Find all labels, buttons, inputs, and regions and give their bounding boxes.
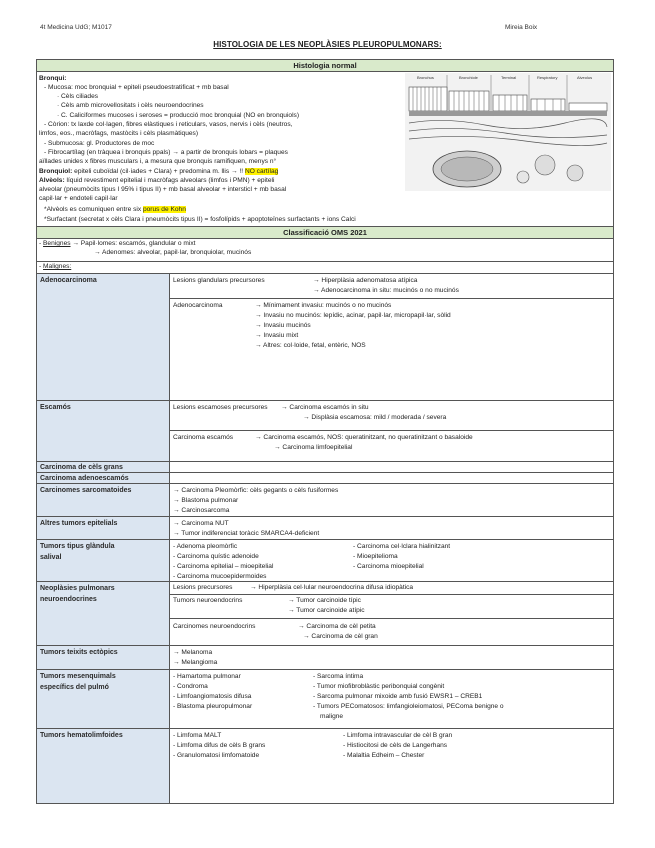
escamos-car-label: Carcinoma escamós (173, 434, 234, 441)
sarco-item-1: → Carcinoma Pleomòrfic: cèls gegants o cèls fusiformes (173, 487, 339, 494)
row-altres-content (170, 517, 613, 540)
neuro-car-2: → Carcinoma de cèl gran (303, 633, 378, 640)
glandula-label-1: Tumors tipus glàndula (40, 543, 115, 550)
glandula-left-3: - Carcinoma epitelial – mioepitelial (173, 563, 274, 570)
row-grans-content (170, 462, 613, 473)
mesen-right-5: maligne (320, 713, 344, 720)
hemato-left-1: - Limfoma MALT (173, 732, 222, 739)
row-glandula-label-cell (37, 540, 170, 582)
mucosa-ciliades: · Cèls ciliades (57, 93, 99, 100)
ectopics-item-2: → Melangioma (173, 659, 218, 666)
row-altres-label-cell (37, 517, 170, 540)
no-cartilag-highlight: NO cartílag (244, 168, 279, 175)
altres-item-1: → Carcinoma NUT (173, 520, 229, 527)
mucosa-line: - Mucosa: moc bronquial + epiteli pseudoestratificat + mb basal (44, 84, 229, 91)
neuro-prec-text: → Hiperplàsia cel·lular neuroendocrina difusa idiopàtica (250, 584, 414, 591)
mesen-left-2: - Condroma (173, 683, 208, 690)
glandula-left-1: - Adenoma pleomòrfic (173, 543, 238, 550)
mesen-left-4: - Blastoma pleuropulmonar (173, 703, 253, 710)
row-glandula-content (170, 540, 613, 582)
adeno-item-4: → Invasiu mixt (255, 332, 299, 339)
hemato-left-2: - Limfoma difus de cèls B grans (173, 742, 266, 749)
glandula-left-4: - Carcinoma mucoepidermoides (173, 573, 267, 580)
figure-label-terminal: Terminal (501, 75, 517, 80)
row-neuro-label-cell (37, 582, 170, 646)
glandula-right-2: - Mioepitelioma (353, 553, 398, 560)
neuro-car-1: → Carcinoma de cèl petita (298, 623, 376, 630)
glandula-right-3: - Carcinoma mioepitelial (353, 563, 424, 570)
corion-line-2: limfos, eos., macròfags, mastòcits i cèls plasmàtiques) (39, 130, 199, 137)
adenocarcinoma-label: Adenocarcinoma (40, 277, 97, 284)
row-mesenquimals-label-cell (37, 670, 170, 729)
kohn-highlight: porus de Kohn (142, 206, 186, 213)
glandula-left-2: - Carcinoma quístic adenoide (173, 553, 259, 560)
fibrocartilag-line-2: aïllades unides x fibres musculars i, a mesura que bronquis ramifiquen, menys n° (39, 158, 277, 165)
alveols-line (39, 176, 274, 185)
row-adenocarcinoma-content (170, 274, 613, 401)
sarco-item-2: → Blastoma pulmonar (173, 497, 239, 504)
row-neuro-content (170, 582, 613, 646)
mesen-left-3: - Limfoangiomatosis difusa (173, 693, 252, 700)
hemato-right-2: - Histiocitosi de cèls de Langerhans (343, 742, 448, 749)
malignes-heading: - Malignes: (36, 261, 614, 273)
neuro-label-1: Neoplàsies pulmonars (40, 585, 115, 592)
row-mesenquimals-content (170, 670, 613, 729)
adeno-precursors-label: Lesions glandulars precursores (173, 277, 265, 284)
adenoescamos-label: Carcinoma adenoescamós (40, 475, 129, 482)
mesen-left-1: - Hamartoma pulmonar (173, 673, 241, 680)
benignes-line: - Benignes → Papil·lomes: escamós, glandular o mixt (39, 240, 196, 247)
bronqui-label: Bronqui: (39, 75, 67, 82)
neuro-label-2: neuroendocrines (40, 596, 97, 604)
glandula-label-2: salival (40, 554, 62, 562)
submucosa-line: - Submucosa: gl. Productores de moc (44, 140, 155, 147)
figure-label-bronchus: Bronchus (417, 75, 434, 80)
bronquiol-line (39, 167, 278, 176)
adeno-subtype-label: Adenocarcinoma (173, 302, 223, 309)
corion-line: - Còrion: tx laxde col·lagen, fibres elàstiques i reticulars, vasos, nervis i cèls (neutros, (44, 121, 293, 128)
ectopics-item-1: → Melanoma (173, 649, 213, 656)
malignes-label: Malignes: (43, 263, 72, 270)
neuro-tum-label: Tumors neuroendocrins (173, 597, 243, 604)
row-sarcomatoides-label-cell (37, 484, 170, 517)
row-adenoescamos-content (170, 473, 613, 484)
hemato-right-1: - Limfoma intravascular de cèl B gran (343, 732, 453, 739)
adenomes-line: → Adenomes: alveolar, papil·lar, bronquiolar, mucinós (94, 249, 252, 256)
row-escamos-content (170, 401, 613, 462)
mesen-right-4: - Tumors PEComatosos: limfangioleiomatosi, PEComa benigne o (313, 703, 504, 710)
adeno-item-3: → Invasiu mucinós (255, 322, 311, 329)
escamos-prec-1: → Carcinoma escamós in situ (281, 404, 369, 411)
alveols-line-3: capil·lar + endoteli capil·lar (39, 195, 118, 202)
benignes-label: Benignes (43, 240, 71, 247)
row-escamos-label-cell (37, 401, 170, 462)
surfactant-line: *Surfactant (secretat x cèls Clara i pneumòcits tipus II) = fosfolípids + apoptoteïnes surfactants + ions Calci (44, 216, 356, 223)
escamos-precursors-label: Lesions escamoses precursores (173, 404, 268, 411)
histologia-normal-band: Histologia normal (37, 60, 613, 72)
adeno-item-1: → Mínimament invasiu: mucinós o no mucinós (255, 302, 392, 309)
glandula-right-1: - Carcinoma cel·lclara hialinitzant (353, 543, 451, 550)
escamos-prec-2: → Displàsia escamosa: mild / moderada / severa (303, 414, 447, 421)
sarco-item-3: → Carcinosarcoma (173, 507, 230, 514)
course-header: 4t Medicina UdG; M1017 (40, 24, 112, 31)
fibrocartilag-line: - Fibrocartílag (en tràquea i bronquis ppals) → a partir de bronquis lobars = plaques (44, 149, 288, 156)
row-hemato-label-cell (37, 729, 170, 803)
hemato-left-3: - Granulomatosi limfomatoide (173, 752, 260, 759)
figure-label-bronchiole: Bronchiole (459, 75, 478, 80)
author-header: Mireia Boix (505, 24, 538, 31)
alveols-label: Alvèols: (39, 177, 65, 184)
row-hemato-content (170, 729, 613, 803)
mucosa-caliciformes: · C. Caliciformes mucoses i seroses = producció moc bronquial (NO en bronquiols) (57, 112, 300, 119)
figure-label-respiratory: Respiratory (537, 75, 558, 80)
adeno-prec-2: → Adenocarcinoma in situ: mucinós o no mucinós (313, 287, 459, 294)
airway-histology-figure (405, 73, 611, 191)
neuro-car-label: Carcinomes neuroendocrins (173, 623, 256, 630)
neuro-tum-2: → Tumor carcinoide atípic (288, 607, 365, 614)
escamos-car-2: → Carcinoma limfoepitelial (274, 444, 353, 451)
neuro-prec-label: Lesions precursores (173, 584, 233, 591)
row-grans-label-cell (37, 462, 170, 473)
sarcomatoides-label: Carcinomes sarcomatoides (40, 487, 132, 494)
kohn-prefix: *Alvèols es comuniquen entre six (44, 206, 143, 213)
row-adenoescamos-label-cell (37, 473, 170, 484)
row-ectopics-content (170, 646, 613, 670)
classification-table (36, 273, 614, 804)
hemato-right-3: - Malaltia Edheim – Chester (343, 752, 425, 759)
kohn-line (44, 205, 186, 214)
page-title: HISTOLOGIA DE LES NEOPLÀSIES PLEUROPULMONARS: (213, 40, 442, 49)
alveols-text: líquid revestiment epitelial i macròfags alveolars (limfos i PMN) + epiteli (64, 177, 275, 184)
oms-band: Classificació OMS 2021 (37, 226, 613, 239)
ectopics-label: Tumors teixits ectòpics (40, 649, 118, 656)
bronquiol-label: Bronquiol: (39, 168, 73, 175)
altres-item-2: → Tumor indiferenciat toràcic SMARCA4-deficient (173, 530, 320, 537)
row-adenocarcinoma-label-cell (37, 274, 170, 401)
figure-label-alveolus: Alveolus (577, 75, 593, 80)
neuro-tum-1: → Tumor carcinoide típic (288, 597, 361, 604)
escamos-car-1: → Carcinoma escamós, NOS: queratinitzant, no queratinitzant o basaloide (255, 434, 473, 441)
mesen-right-3: - Sarcoma pulmonar mixoide amb fusió EWSR1 – CREB1 (313, 693, 483, 700)
mesen-right-1: - Sarcoma íntima (313, 673, 364, 680)
adeno-prec-1: → Hiperplàsia adenomatosa atípica (313, 277, 418, 284)
grans-label: Carcinoma de cèls grans (40, 464, 123, 471)
mucosa-microvellositats: · Cèls amb microvellositats i cèls neuroendocrines (57, 102, 204, 109)
hemato-label: Tumors hematolimfoides (40, 732, 123, 739)
mesen-right-2: - Tumor miofibroblàstic peribonquial congènit (313, 683, 445, 690)
histologia-normal-section (36, 59, 614, 262)
adeno-item-5: → Altres: col·loide, fetal, entèric, NOS (255, 342, 366, 349)
altres-label: Altres tumors epitelials (40, 520, 118, 527)
bronquiol-text: epiteli cuboïdal (cil·iades + Clara) + predomina m. llis → !! (72, 168, 245, 175)
row-sarcomatoides-content (170, 484, 613, 517)
alveols-line-2: alveolar (pneumòcits tipus I 95% i tipus II) + mb basal alveolar + intersticl + mb basal (39, 186, 287, 193)
mesen-label-2: específics del pulmó (40, 684, 109, 692)
mesen-label-1: Tumors mesenquimals (40, 673, 116, 680)
adeno-item-2: → Invasiu no mucinós: lepídic, acinar, papil·lar, micropapil·lar, sòlid (255, 312, 451, 319)
row-ectopics-label-cell (37, 646, 170, 670)
benignes-text: → Papil·lomes: escamós, glandular o mixt (70, 240, 196, 247)
escamos-label: Escamós (40, 404, 71, 411)
